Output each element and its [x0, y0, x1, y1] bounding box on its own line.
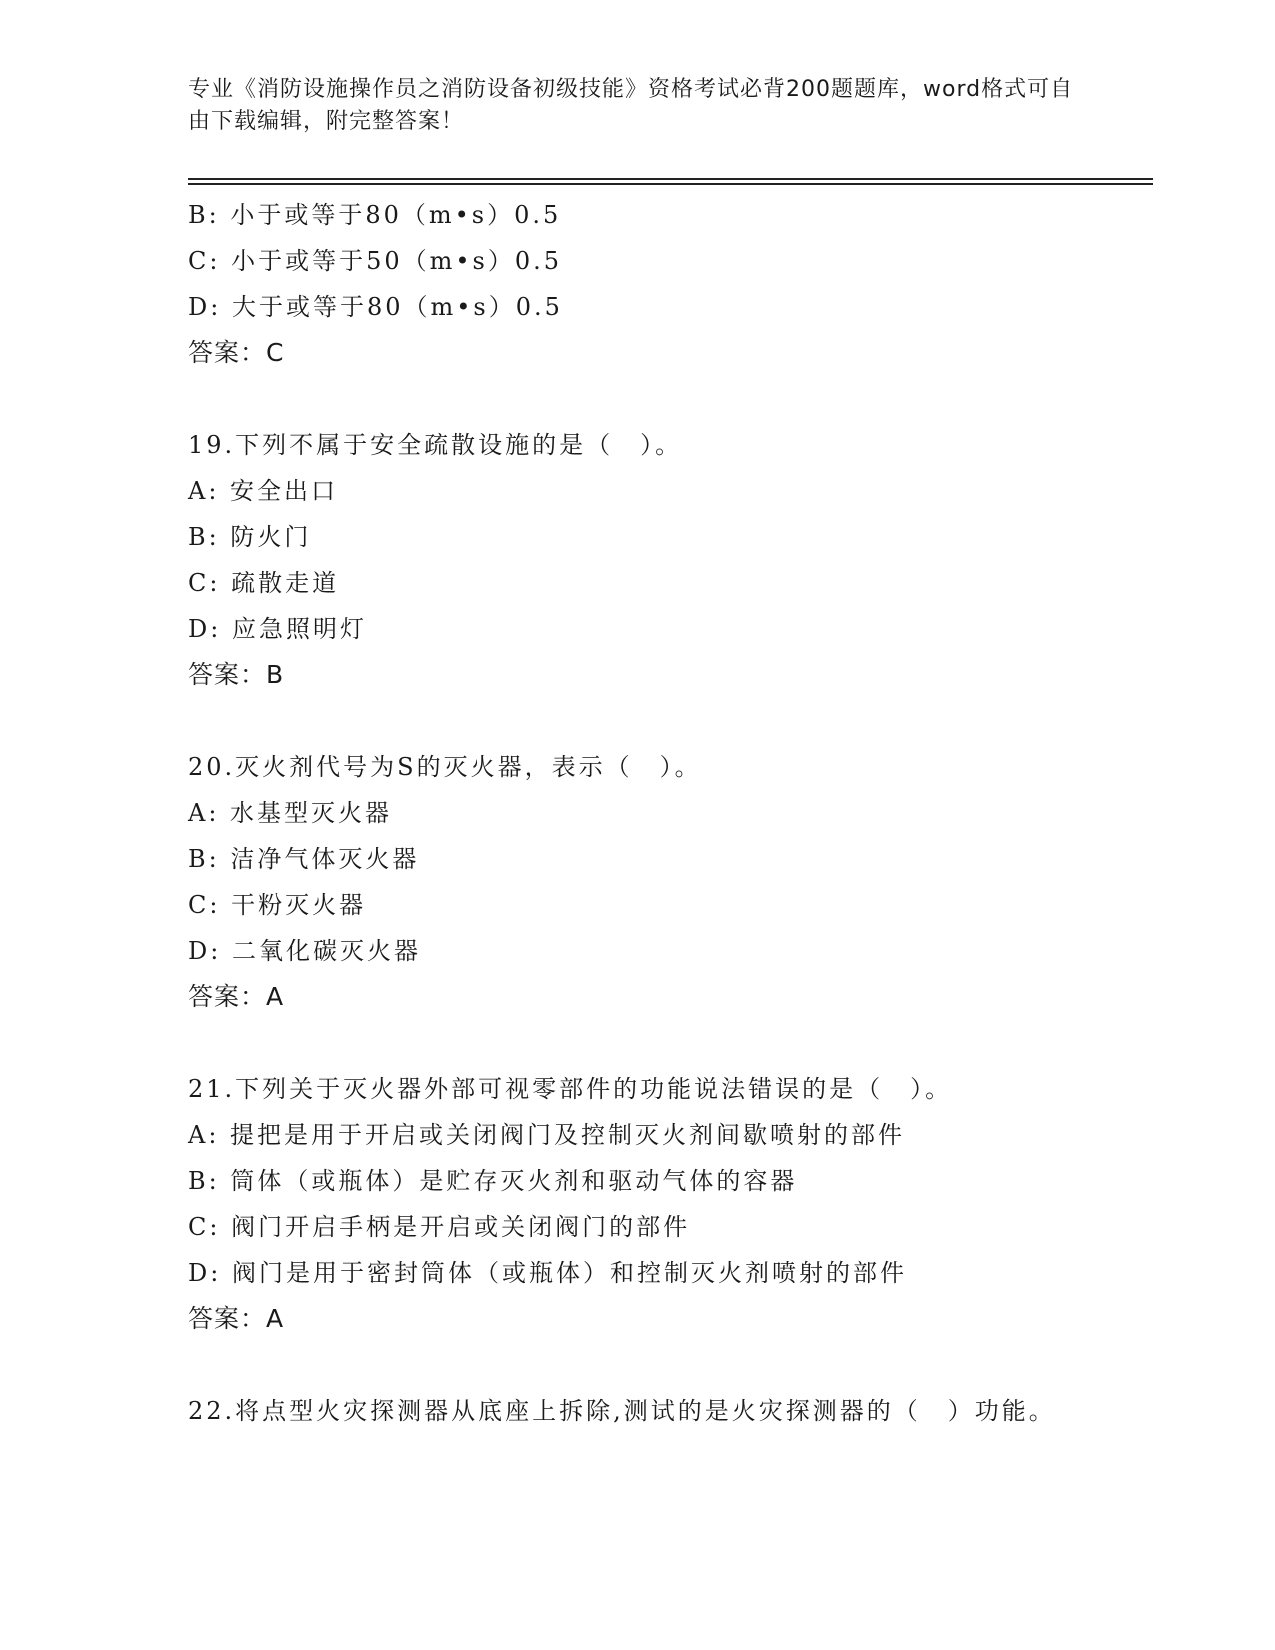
question-stem: 19.下列不属于安全疏散设施的是（ ）。	[188, 431, 683, 459]
option-b: B: 防火门	[188, 523, 312, 551]
header-divider-top	[188, 178, 1153, 180]
option-d: D: 二氧化碳灭火器	[188, 937, 421, 965]
option-c: C: 干粉灭火器	[188, 891, 367, 919]
document-header: 专业《消防设施操作员之消防设备初级技能》资格考试必背200题题库，word格式可自由下载编辑，附完整答案！	[188, 77, 1074, 134]
option-d: D: 阀门是用于密封筒体（或瓶体）和控制灭火剂喷射的部件	[188, 1259, 907, 1287]
question-stem: 20.灭火剂代号为S的灭火器，表示（ ）。	[188, 753, 702, 781]
option-b: B: 筒体（或瓶体）是贮存灭火剂和驱动气体的容器	[188, 1167, 798, 1195]
answer: 答案：C	[188, 338, 285, 367]
option-b: B: 洁净气体灭火器	[188, 845, 420, 873]
question-content	[188, 192, 1088, 1434]
option-b: B: 小于或等于80（m•s）0.5	[188, 201, 562, 229]
option-a: A: 水基型灭火器	[188, 799, 393, 827]
question-stem: 21.下列关于灭火器外部可视零部件的功能说法错误的是（ ）。	[188, 1075, 953, 1103]
option-c: C: 疏散走道	[188, 569, 340, 597]
question-19	[188, 422, 1088, 698]
question-21	[188, 1066, 1088, 1342]
question-20	[188, 744, 1088, 1020]
answer: 答案：B	[188, 660, 285, 689]
question-18-fragment	[188, 192, 1088, 376]
question-stem: 22.将点型火灾探测器从底座上拆除,测试的是火灾探测器的（ ）功能。	[188, 1397, 1056, 1425]
header-divider-bottom	[188, 183, 1153, 185]
option-a: A: 提把是用于开启或关闭阀门及控制灭火剂间歇喷射的部件	[188, 1121, 906, 1149]
answer: 答案：A	[188, 982, 285, 1011]
option-c: C: 小于或等于50（m•s）0.5	[188, 247, 563, 275]
option-c: C: 阀门开启手柄是开启或关闭阀门的部件	[188, 1213, 691, 1241]
option-a: A: 安全出口	[188, 477, 339, 505]
option-d: D: 大于或等于80（m•s）0.5	[188, 293, 563, 321]
question-22	[188, 1388, 1088, 1434]
option-d: D: 应急照明灯	[188, 615, 367, 643]
answer: 答案：A	[188, 1304, 285, 1333]
